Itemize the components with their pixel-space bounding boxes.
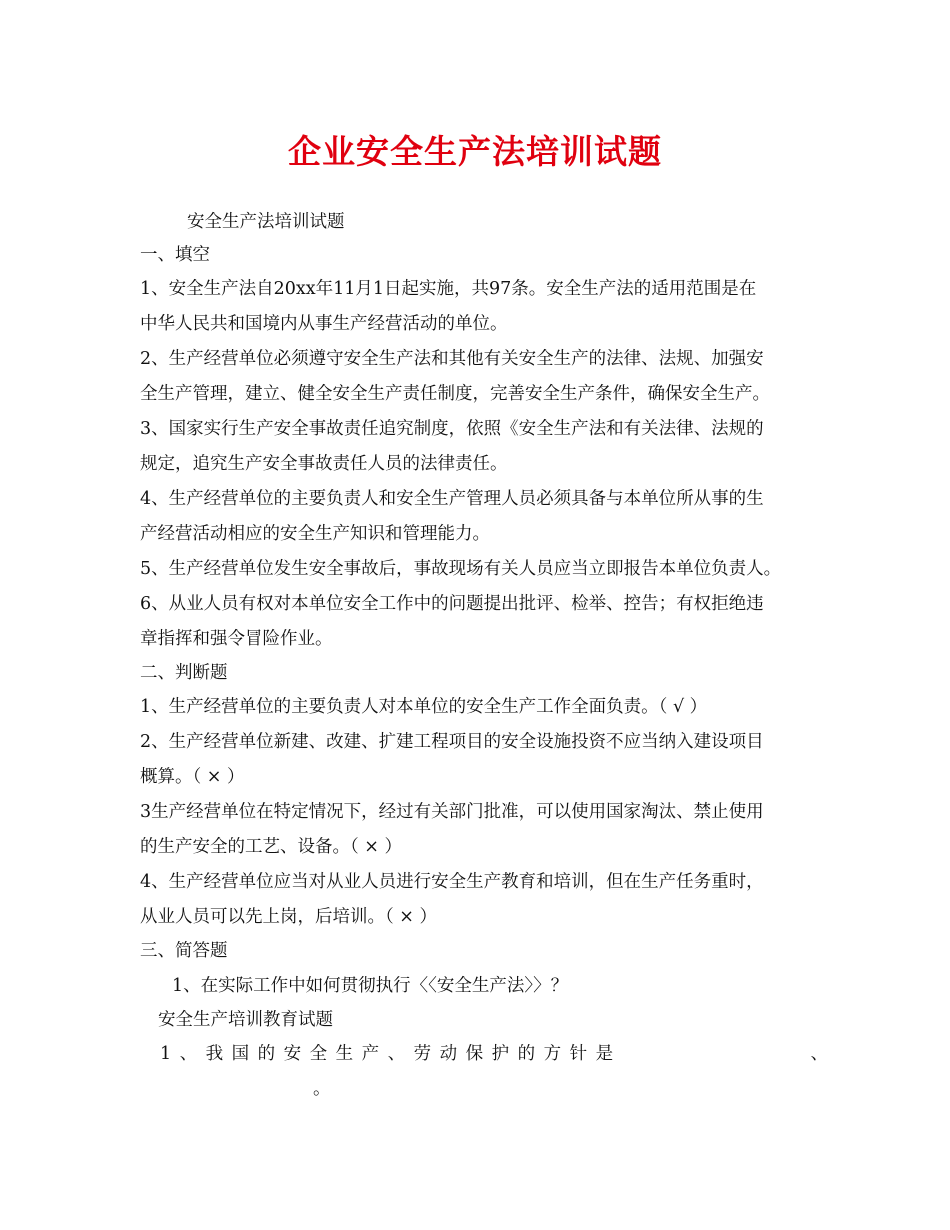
paragraph-line: 1、安全生产法自20xx年11月1日起实施，共97条。安全生产法的适用范围是在 [140,279,757,299]
paragraph-line: 2、生产经营单位新建、改建、扩建工程项目的安全设施投资不应当纳入建设项目 [140,732,764,752]
paragraph-line: 3生产经营单位在特定情况下，经过有关部门批准，可以使用国家淘汰、禁止使用 [140,802,764,822]
short-answer-question: 1、在实际工作中如何贯彻执行〈〈安全生产法〉〉？ [172,976,569,996]
fill-in-question: 1、我国的安全生产、劳动保护的方针是 [160,1044,622,1064]
paragraph-line: 3、国家实行生产安全事故责任追究制度，依照《安全生产法和有关法律、法规的 [140,419,764,439]
paragraph-line: 概算。（ × ） [140,767,245,787]
paragraph-line: 4、生产经营单位的主要负责人和安全生产管理人员必须具备与本单位所从事的生 [140,489,764,509]
fill-in-line [160,1043,828,1065]
fill-in-end-mark: 。 [313,1079,331,1099]
paragraph-line: 1、生产经营单位的主要负责人对本单位的安全生产工作全面负责。（ √ ） [140,697,708,717]
paragraph-line: 中华人民共和国境内从事生产经营活动的单位。 [140,314,508,334]
sub-title: 安全生产培训教育试题 [158,1010,333,1030]
paragraph-line: 产经营活动相应的安全生产知识和管理能力。 [140,524,490,544]
section-heading-true-false: 二、判断题 [140,663,228,683]
paragraph-line: 的生产安全的工艺、设备。（ × ） [140,837,403,857]
section-heading-fill-blank: 一、填空 [140,245,210,265]
paragraph-line: 2、生产经营单位必须遵守安全生产法和其他有关安全生产的法律、法规、加强安 [140,349,764,369]
paragraph-line: 全生产管理，建立、健全安全生产责任制度，完善安全生产条件，确保安全生产。 [140,384,770,404]
paragraph-line: 6、从业人员有权对本单位安全工作中的问题提出批评、检举、控告；有权拒绝违 [140,594,764,614]
paragraph-line: 5、生产经营单位发生安全事故后，事故现场有关人员应当立即报告本单位负责人。 [140,559,782,579]
paragraph-line: 章指挥和强令冒险作业。 [140,629,333,649]
fill-in-separator: 、 [810,1044,828,1064]
document-subtitle: 安全生产法培训试题 [187,212,345,232]
paragraph-line: 规定，追究生产安全事故责任人员的法律责任。 [140,454,508,474]
paragraph-line: 4、生产经营单位应当对从业人员进行安全生产教育和培训，但在生产任务重时， [140,872,764,892]
paragraph-line: 从业人员可以先上岗，后培训。（ × ） [140,907,438,927]
section-heading-short-answer: 三、简答题 [140,941,228,961]
document-title: 企业安全生产法培训试题 [288,132,662,171]
